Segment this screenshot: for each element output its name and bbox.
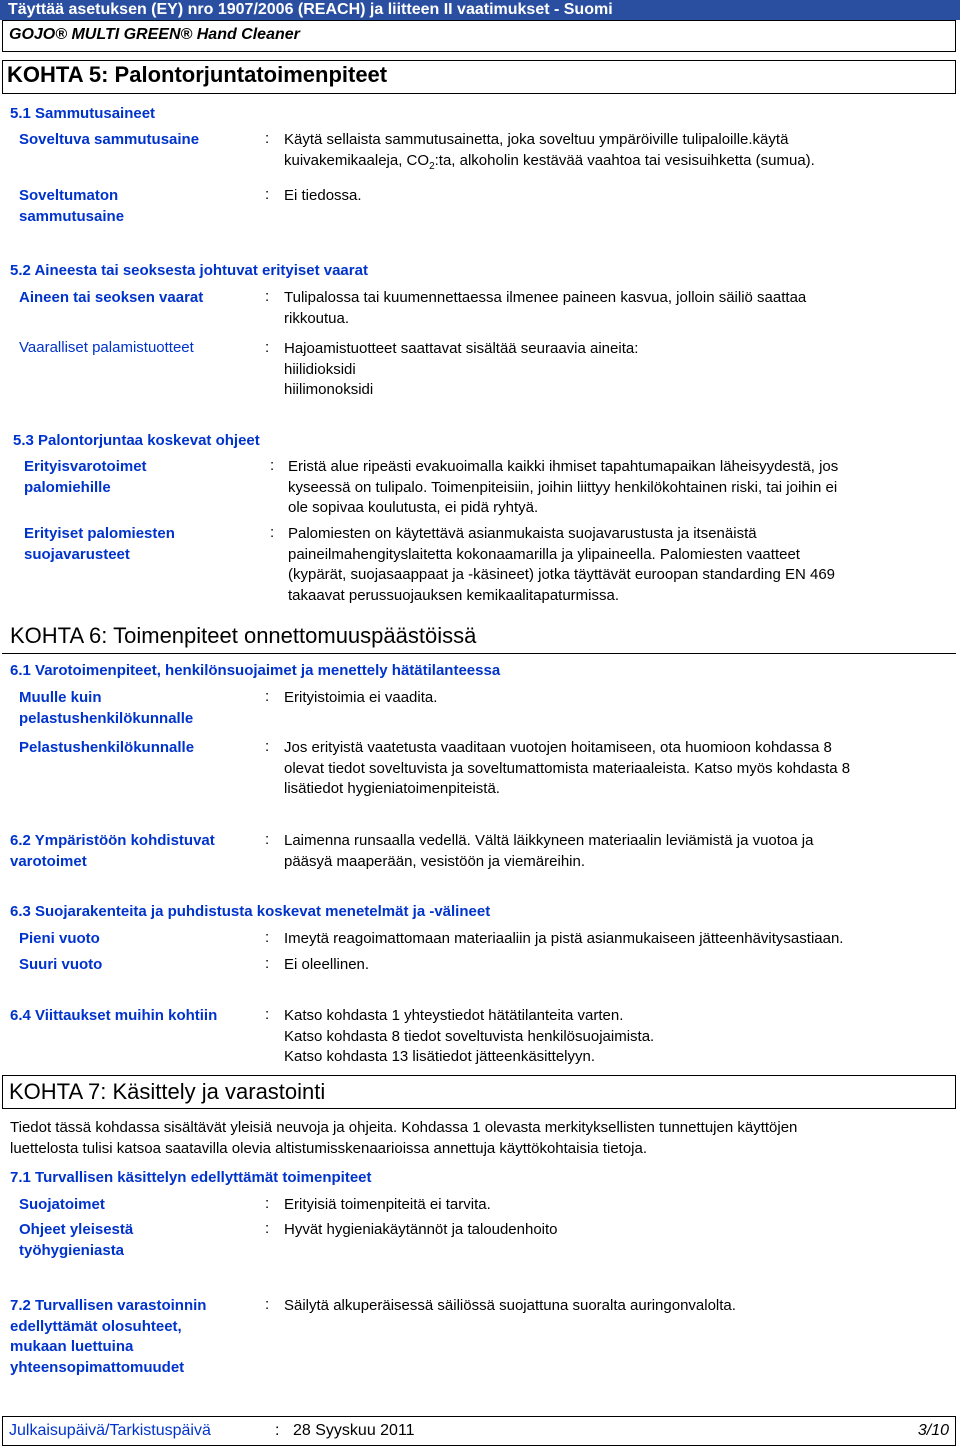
label-line: mukaan luettuina bbox=[10, 1338, 134, 1355]
value-line: ole sopivaa koulutusta, ei pidä ryhtyä. bbox=[288, 499, 539, 516]
label-line: 7.2 Turvallisen varastoinnin bbox=[10, 1297, 207, 1314]
value-large-spill: Ei oleellinen. bbox=[284, 956, 370, 973]
value-line: takaavat perussuojauksen kemikaalitapaturmissa. bbox=[288, 586, 620, 604]
colon: : bbox=[265, 130, 270, 147]
colon: : bbox=[270, 457, 275, 474]
label-line: Erityiset palomiesten bbox=[24, 525, 175, 542]
label-emergency-responders: Pelastushenkilökunnalle bbox=[19, 739, 195, 756]
value-suitable-extinguishing bbox=[284, 130, 815, 177]
colon: : bbox=[265, 738, 270, 755]
value-line: Hajoamistuotteet saattavat sisältää seuraavia aineita: bbox=[284, 340, 639, 357]
section-5-title: KOHTA 5: Palontorjuntatoimenpiteet bbox=[7, 62, 388, 87]
colon: : bbox=[265, 339, 270, 356]
label-line: varotoimet bbox=[10, 852, 87, 870]
label-line: pelastushenkilökunnalle bbox=[19, 709, 194, 727]
label-line: Erityisvarotoimet bbox=[24, 458, 147, 475]
value-unsuitable-extinguishing: Ei tiedossa. bbox=[284, 187, 362, 204]
value-substance-hazards bbox=[284, 288, 806, 329]
label-small-spill: Pieni vuoto bbox=[19, 930, 100, 947]
label-firefighter-equipment bbox=[24, 524, 175, 565]
value-line: kyseessä on tulipalo. Toimenpiteisiin, joihin liittyy henkilökohtainen riski, tai joihin ei bbox=[288, 478, 838, 496]
value-line: Katso kohdasta 8 tiedot soveltuvista henkilösuojaimista. bbox=[284, 1027, 655, 1045]
product-name-box bbox=[2, 20, 956, 52]
value-line: hiilidioksidi bbox=[284, 360, 356, 378]
label-line: edellyttämät olosuhteet, bbox=[10, 1317, 182, 1335]
value-line: Tulipalossa tai kuumennettaessa ilmenee paineen kasvua, jolloin säiliö saattaa bbox=[284, 289, 807, 306]
label-other-sections: 6.4 Viittaukset muihin kohtiin bbox=[10, 1007, 218, 1024]
subsection-6-3-title: 6.3 Suojarakenteita ja puhdistusta koskevat menetelmät ja -välineet bbox=[10, 903, 491, 920]
colon: : bbox=[275, 1422, 280, 1439]
section-6-rule bbox=[2, 653, 956, 654]
value-line: rikkoutua. bbox=[284, 309, 350, 327]
label-occupational-hygiene bbox=[19, 1220, 133, 1261]
value-line: Eristä alue ripeästi evakuoimalla kaikki ihmiset tapahtumapaikan läheisyydestä, jos bbox=[288, 458, 839, 475]
colon: : bbox=[265, 1195, 270, 1212]
label-line: palomiehille bbox=[24, 478, 111, 496]
product-name: GOJO® MULTI GREEN® Hand Cleaner bbox=[9, 26, 300, 43]
label-suitable-extinguishing: Soveltuva sammutusaine bbox=[19, 131, 200, 148]
label-line: suojavarusteet bbox=[24, 545, 130, 563]
value-environmental-precautions bbox=[284, 831, 813, 872]
value-protective-measures: Erityisiä toimenpiteitä ei tarvita. bbox=[284, 1196, 491, 1213]
label-environmental-precautions bbox=[10, 831, 215, 872]
value-small-spill: Imeytä reagoimattomaan materiaaliin ja pistä asianmukaiseen jätteenhävitysastiaan. bbox=[284, 930, 844, 947]
colon: : bbox=[265, 1220, 270, 1237]
document-header-bar bbox=[0, 0, 960, 20]
value-line: Katso kohdasta 13 lisätiedot jätteenkäsittelyyn. bbox=[284, 1048, 596, 1065]
label-line: Muulle kuin bbox=[19, 689, 102, 706]
colon: : bbox=[270, 524, 275, 541]
intro-line: luettelosta tulisi katsoa saatavilla olevia altistumisskenaarioissa annettuja käyttökohtaisia tietoja. bbox=[10, 1139, 648, 1157]
label-line: Soveltumaton bbox=[19, 187, 119, 204]
value-combustion-products bbox=[284, 339, 638, 401]
label-non-emergency-personnel bbox=[19, 688, 193, 729]
section-5-heading bbox=[2, 60, 956, 94]
value-line: Katso kohdasta 1 yhteystiedot hätätilanteita varten. bbox=[284, 1007, 624, 1024]
value-text: :ta, alkoholin kestävää vaahtoa tai vesisuihketta (sumua). bbox=[434, 151, 815, 169]
colon: : bbox=[265, 831, 270, 848]
value-line: Jos erityistä vaatetusta vaaditaan vuotojen hoitamiseen, ota huomioon kohdassa 8 bbox=[284, 739, 832, 756]
section-7-heading bbox=[2, 1075, 956, 1109]
label-line: yhteensopimattomuudet bbox=[10, 1358, 185, 1376]
value-line: (kypärät, suojasaappaat ja -käsineet) jotka täyttävät euroopan standarding EN 469 bbox=[288, 566, 836, 583]
label-substance-hazards: Aineen tai seoksen vaarat bbox=[19, 289, 204, 306]
label-combustion-products: Vaaralliset palamistuotteet bbox=[19, 339, 194, 356]
intro-line: Tiedot tässä kohdassa sisältävät yleisiä neuvoja ja ohjeita. Kohdassa 1 olevasta merkityksellisten tunnettujen käyttöjen bbox=[10, 1119, 798, 1136]
label-safe-storage bbox=[10, 1296, 206, 1378]
value-line bbox=[284, 151, 815, 178]
section-7-title: KOHTA 7: Käsittely ja varastointi bbox=[9, 1079, 326, 1104]
value-line: hiilimonoksidi bbox=[284, 381, 374, 398]
subsection-7-1-title: 7.1 Turvallisen käsittelyn edellyttämät toimenpiteet bbox=[10, 1169, 372, 1186]
value-other-sections bbox=[284, 1006, 654, 1068]
footer-box bbox=[2, 1416, 956, 1446]
value-safe-storage: Säilytä alkuperäisessä säiliössä suojattuna suoralta auringonvalolta. bbox=[284, 1297, 736, 1314]
value-occupational-hygiene: Hyvät hygieniakäytännöt ja taloudenhoito bbox=[284, 1221, 558, 1238]
label-large-spill: Suuri vuoto bbox=[19, 956, 103, 973]
label-firefighter-precautions bbox=[24, 457, 147, 498]
section-7-intro bbox=[10, 1118, 797, 1159]
value-line: Laimenna runsaalla vedellä. Vältä läikkyneen materiaalin leviämistä ja vuotoa ja bbox=[284, 832, 814, 849]
colon: : bbox=[265, 929, 270, 946]
label-unsuitable-extinguishing bbox=[19, 186, 124, 227]
value-line: paineilmahengityslaitetta kokonaamarilla ja ylipaineella. Palomiesten vaatteet bbox=[288, 545, 800, 563]
value-firefighter-precautions bbox=[288, 457, 838, 519]
subsection-5-2-title: 5.2 Aineesta tai seoksesta johtuvat erityiset vaarat bbox=[10, 262, 368, 279]
footer-issue-date: 28 Syyskuu 2011 bbox=[293, 1422, 415, 1439]
value-text: kuivakemikaaleja, CO bbox=[284, 151, 430, 169]
label-protective-measures: Suojatoimet bbox=[19, 1196, 105, 1213]
subscript: 2 bbox=[429, 160, 435, 172]
value-non-emergency-personnel: Erityistoimia ei vaadita. bbox=[284, 689, 438, 706]
value-emergency-responders bbox=[284, 738, 850, 800]
value-line: olevat tiedot soveltuvista ja soveltumattomista materiaaleista. Katso myös kohdasta 8 bbox=[284, 759, 851, 777]
value-firefighter-equipment bbox=[288, 524, 835, 606]
footer-issue-date-label: Julkaisupäivä/Tarkistuspäivä bbox=[9, 1422, 211, 1439]
colon: : bbox=[265, 288, 270, 305]
subsection-5-1-title: 5.1 Sammutusaineet bbox=[10, 105, 156, 122]
regulation-title: Täyttää asetuksen (EY) nro 1907/2006 (REACH) ja liitteen II vaatimukset - Suomi bbox=[8, 1, 613, 18]
label-line: 6.2 Ympäristöön kohdistuvat bbox=[10, 832, 215, 849]
colon: : bbox=[265, 1296, 270, 1313]
value-line: lisätiedot hygieniatoimenpiteistä. bbox=[284, 780, 500, 797]
subsection-5-3-title: 5.3 Palontorjuntaa koskevat ohjeet bbox=[13, 432, 260, 449]
label-line: Ohjeet yleisestä bbox=[19, 1221, 134, 1238]
value-line: Palomiesten on käytettävä asianmukaista suojavarustusta ja itsenäistä bbox=[288, 525, 757, 542]
footer-page-number: 3/10 bbox=[917, 1422, 949, 1439]
label-line: työhygieniasta bbox=[19, 1241, 125, 1259]
section-6-heading: KOHTA 6: Toimenpiteet onnettomuuspäästöissä bbox=[10, 623, 477, 648]
colon: : bbox=[265, 955, 270, 972]
value-line: Käytä sellaista sammutusainetta, joka soveltuu ympäröiville tulipaloille.käytä bbox=[284, 131, 789, 148]
colon: : bbox=[265, 688, 270, 705]
value-line: pääsyä maaperään, vesistöön ja viemäreihin. bbox=[284, 852, 586, 870]
subsection-6-1-title: 6.1 Varotoimenpiteet, henkilönsuojaimet ja menettely hätätilanteessa bbox=[10, 662, 501, 679]
label-line: sammutusaine bbox=[19, 207, 125, 225]
colon: : bbox=[265, 186, 270, 203]
colon: : bbox=[265, 1006, 270, 1023]
